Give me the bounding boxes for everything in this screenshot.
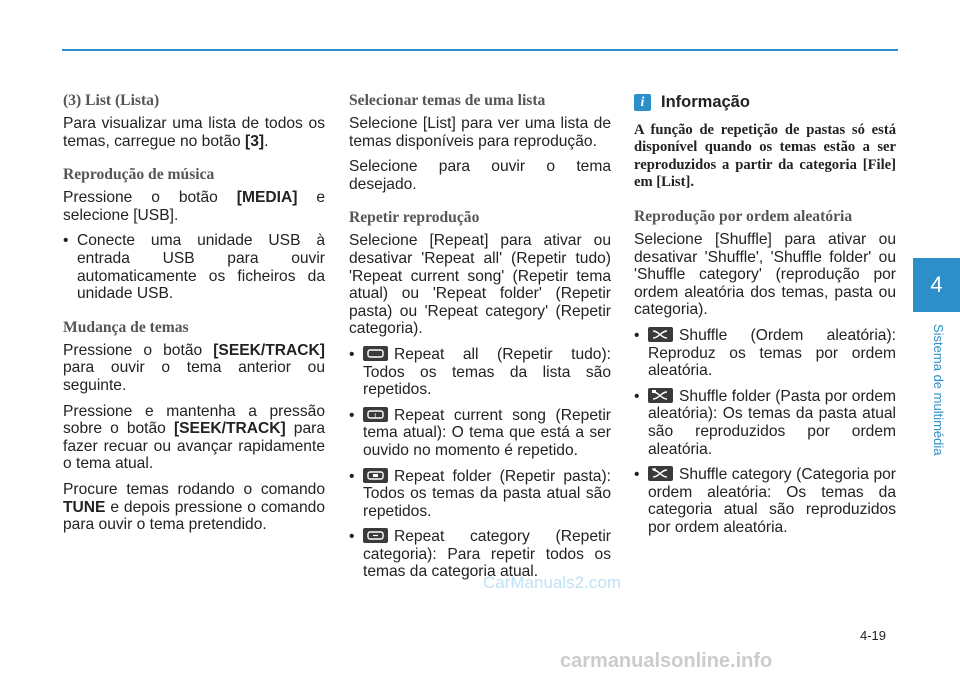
repeat-folder-icon [363, 468, 388, 483]
music-heading: Reprodução de música [63, 166, 215, 184]
column-1 [63, 92, 325, 542]
repeat-category-icon [363, 528, 388, 543]
music-list [63, 232, 325, 302]
list-text: Para visualizar uma lista de todos os temas, carregue no botão [3]. [63, 115, 325, 150]
change-text-3: Procure temas rodando o comando TUNE e depois pressione o comando para ouvir o tema pretendido. [63, 480, 325, 534]
music-text: Pressione o botão [MEDIA] e selecione [USB]. [63, 189, 325, 224]
watermark-top: CarManuals2.com [483, 573, 621, 592]
watermark-bottom: carmanualsonline.info [560, 650, 773, 672]
select-heading: Selecionar temas de uma lista [349, 92, 546, 109]
change-text-1: Pressione o botão [SEEK/TRACK] para ouvir o tema anterior ou seguinte. [63, 341, 325, 394]
change-text-2: Pressione e mantenha a pressão sobre o botão [SEEK/TRACK] para fazer recuar ou avançar rapidamente o tema atual. [63, 402, 326, 473]
list-item: • Shuffle (Ordem aleatória): Reproduz os temas por ordem aleatória. [634, 327, 896, 380]
select-text-2: Selecione para ouvir o tema desejado. [349, 158, 611, 193]
list-item: • Shuffle folder (Pasta por ordem aleatória): Os temas da pasta atual são reproduzidos por ordem aleatória. [634, 388, 896, 458]
list-item: • Repeat all (Repetir tudo): Todos os temas da lista são repetidos. [349, 346, 611, 399]
info-header [634, 94, 896, 112]
list-item: • Repeat folder (Repetir pasta): Todos os temas da pasta atual são repetidos. [349, 468, 611, 521]
column-3 [634, 92, 896, 544]
info-text: A função de repetição de pastas só está disponível quando os temas estão a ser reproduzidos a partir da categoria [File] em [List]. [634, 121, 896, 191]
list-item: • Conecte uma unidade USB à entrada USB para ouvir automaticamente os ficheiros da unidade USB. [63, 232, 325, 302]
list-item: • Repeat category (Repetir categoria): Para repetir todos os temas da categoria atual. [349, 528, 611, 581]
shuffle-folder-icon [648, 388, 673, 403]
list-item: • 1 Repeat current song (Repetir tema atual): O tema que está a ser ouvido no momento é repetido. [349, 407, 611, 460]
repeat-list [349, 346, 611, 581]
svg-text:1: • 1 [373, 413, 378, 420]
shuffle-category-icon [648, 466, 673, 481]
page-number: 4-19 [860, 628, 887, 643]
header-rule [62, 49, 898, 51]
change-heading: Mudança de temas [63, 318, 189, 336]
repeat-all-icon [363, 346, 388, 361]
repeat-one-icon [363, 407, 388, 422]
shuffle-icon [648, 327, 673, 342]
section-label: Sistema de multimédia [931, 324, 946, 456]
repeat-heading: Repetir reprodução [349, 209, 480, 227]
info-icon: i [634, 94, 651, 111]
info-title: Informação [661, 93, 750, 111]
repeat-text: Selecione [Repeat] para ativar ou desativar 'Repeat all' (Repetir tudo) 'Repeat current song' (Repetir tema atual) ou 'Repeat folder' (Repetir pasta) ou 'Repeat category' (Repetir categoria). [349, 232, 611, 338]
chapter-tab: 4 [913, 258, 960, 312]
shuffle-heading: Reprodução por ordem aleatória [634, 207, 853, 225]
shuffle-list [634, 327, 896, 537]
select-text-1: Selecione [List] para ver uma lista de temas disponíveis para reprodução. [349, 115, 611, 150]
list-item: • Shuffle category (Categoria por ordem aleatória: Os temas da categoria atual são reproduzidos por ordem aleatória. [634, 466, 896, 536]
list-heading: (3) List (Lista) [63, 92, 160, 109]
shuffle-text: Selecione [Shuffle] para ativar ou desativar 'Shuffle', 'Shuffle folder' ou 'Shuffle category' (reprodução por ordem aleatória dos temas, pasta ou categoria). [634, 230, 896, 319]
column-2 [349, 92, 611, 589]
